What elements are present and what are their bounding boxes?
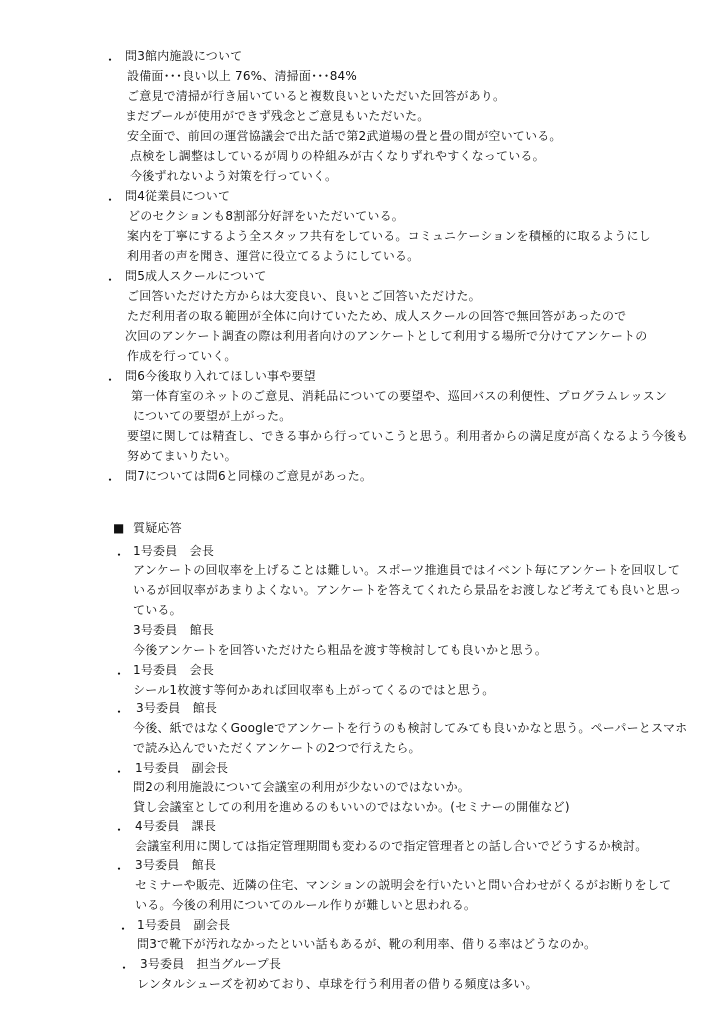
paragraph-line: レンタルシューズを初めており、卓球を行う利用者の借りる頻度は多い。 [137,977,538,991]
bullet-marker: ・ [104,473,117,487]
paragraph-line: アンケートの回収率を上げることは難しい。スポーツ推進員ではイベント毎にアンケートを回収して [133,563,681,577]
bullet-marker: ・ [113,823,126,837]
paragraph-line: 安全面で、前回の運営協議会で出た話で第2武道場の畳と畳の間が空いている。 [127,129,562,143]
paragraph-line: 努めてまいりたい。 [127,449,237,463]
paragraph-line: 今後アンケートを回答いただけたら粗品を渡す等検討しても良いかと思う。 [133,643,548,657]
bullet-marker: ・ [104,273,117,287]
question-heading: 問4従業員について [125,189,231,203]
speaker-label: 1号委員 副会長 [135,761,229,775]
paragraph-line: 問3で靴下が汚れなかったといい話もあるが、靴の利用率、借りる率はどうなのか。 [137,937,597,951]
speaker-label: 3号委員 担当グループ長 [140,957,282,971]
paragraph-line: 第一体育室のネットのご意見、消耗品についての要望や、巡回バスの利便性、プログラムレッスン [131,389,668,403]
paragraph-line: 今後、紙ではなくGoogleでアンケートを行うのも検討してみても良いかなと思う。ペーパーとスマホ [133,721,688,735]
paragraph-line: 作成を行っていく。 [127,349,237,363]
paragraph-line: シール1枚渡す等何かあれば回収率も上がってくるのではと思う。 [133,683,495,697]
section-heading: 質疑応答 [133,521,182,535]
bullet-marker: ・ [113,765,126,779]
question-heading: 問6今後取り入れてほしい事や要望 [125,369,316,383]
bullet-marker: ・ [113,862,126,876]
speaker-label: 4号委員 課長 [135,819,217,833]
paragraph-line: いるが回収率があまりよくない。アンケートを答えてくれたら景品をお渡しなど考えても良いと思っ [133,583,682,597]
paragraph-line: まだプールが使用ができず残念とご意見もいただいた。 [125,109,430,123]
paragraph-line: 問2の利用施設について会議室の利用が少ないのではないか。 [133,780,470,794]
paragraph-line: ただ利用者の取る範囲が全体に向けていたため、成人スクールの回答で無回答があったので [127,309,627,323]
question-heading: 問7については問6と同様のご意見があった。 [125,469,373,483]
speaker-label: 3号委員 館長 [136,701,218,715]
bullet-marker: ・ [113,667,126,681]
bullet-marker: ・ [113,548,126,562]
paragraph-line: セミナーや販売、近隣の住宅、マンションの説明会を行いたいと問い合わせがくるがお断りをして [135,878,672,892]
bullet-marker: ・ [118,961,131,975]
bullet-marker: ・ [113,705,126,719]
speaker-label: 1号委員 会長 [133,663,215,677]
paragraph-line: どのセクションも8割部分好評をいただいている。 [128,209,404,223]
paragraph-line: いる。今後の利用についてのルール作りが難しいと思われる。 [135,898,477,912]
bullet-marker: ・ [104,193,117,207]
square-bullet-icon: ■ [113,521,125,535]
paragraph-line: ご意見で清掃が行き届いていると複数良いといただいた回答があり。 [127,89,506,103]
paragraph-line: ご回答いただけた方からは大変良い、良いとご回答いただけた。 [127,289,481,303]
paragraph-line: 貸し会議室としての利用を進めるのもいいのではないか。(セミナーの開催など) [133,800,570,814]
paragraph-line: 次回のアンケート調査の際は利用者向けのアンケートとして利用する場所で分けてアンケートの [125,329,648,343]
paragraph-line: 今後ずれないよう対策を行っていく。 [130,169,338,183]
speaker-label: 1号委員 会長 [133,544,215,558]
paragraph-line: ている。 [133,603,182,617]
paragraph-line: 点検をし調整はしているが周りの枠組みが古くなりずれやすくなっている。 [130,149,545,163]
paragraph-line: 要望に関しては精査し、できる事から行っていこうと思う。利用者からの満足度が高くなるよう今後も [127,429,689,443]
paragraph-line: 設備面･･･良い以上 76%、清掃面･･･84% [127,69,357,83]
paragraph-line: で読み込んでいただくアンケートの2つで行えたら。 [133,741,421,755]
paragraph-line: 会議室利用に関しては指定管理期間も変わるので指定管理者との話し合いでどうするか検討。 [135,839,648,853]
paragraph-line: 案内を丁寧にするよう全スタッフ共有をしている。コミュニケーションを積極的に取るようにし [127,229,651,243]
speaker-label: 1号委員 副会長 [137,918,231,932]
bullet-marker: ・ [104,53,117,67]
speaker-label: 3号委員 館長 [133,623,215,637]
bullet-marker: ・ [104,373,117,387]
paragraph-line: についての要望が上がった。 [133,409,292,423]
bullet-marker: ・ [117,922,130,936]
question-heading: 問5成人スクールについて [125,269,267,283]
speaker-label: 3号委員 館長 [135,858,217,872]
paragraph-line: 利用者の声を聞き、運営に役立てるようにしている。 [127,249,420,263]
question-heading: 問3館内施設について [125,49,243,63]
